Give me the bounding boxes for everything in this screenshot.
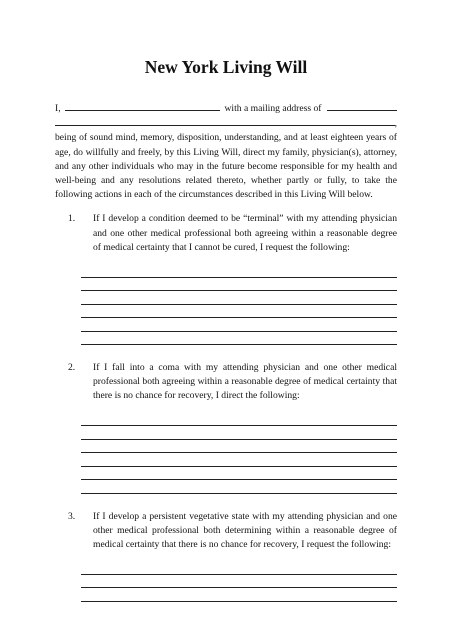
response-blank-line[interactable] [81, 332, 397, 346]
response-blank-line[interactable] [81, 305, 397, 319]
address-continuation-blank-field[interactable] [55, 116, 395, 126]
directive-item-number: 1. [68, 213, 76, 225]
directive-item-row [55, 361, 397, 404]
response-lines [81, 264, 397, 345]
response-blank-line[interactable] [81, 467, 397, 481]
directive-item [55, 510, 397, 602]
directive-item-text: If I fall into a coma with my attending physician and one other medical professional both agreeing within a reasonable degree of medical certainty that there is no chance for recovery, I direct the following: [93, 362, 397, 402]
intro-body-text: being of sound mind, memory, disposition, understanding, and at least eighteen years of age, do willfully and freely, by this Living Will, direct my family, physician(s), attorney, and any other individuals who may in the future become responsible for my health and well-being and any resolutions related thereto, whether partly or fully, to take the following actions in each of the circumstances described in this Living Will below. [55, 132, 397, 201]
response-blank-line[interactable] [81, 318, 397, 332]
mailing-address-label: with a mailing address of [224, 103, 322, 114]
response-blank-line[interactable] [81, 426, 397, 440]
response-blank-line[interactable] [81, 264, 397, 278]
name-blank-field[interactable] [65, 101, 220, 111]
response-lines [81, 561, 397, 602]
directive-item [55, 361, 397, 494]
address-continuation-line [55, 116, 397, 131]
response-blank-line[interactable] [81, 480, 397, 494]
response-blank-line[interactable] [81, 575, 397, 589]
intro-prefix: I, [55, 103, 61, 114]
directive-item-text: If I develop a condition deemed to be “terminal” with my attending physician and one other medical professional both agreeing within a reasonable degree of medical certainty that I cannot be cured, I request the following: [93, 213, 397, 253]
address-comma: , [394, 118, 397, 130]
response-blank-line[interactable] [81, 440, 397, 454]
directive-item [55, 212, 397, 345]
response-blank-line[interactable] [81, 278, 397, 292]
response-blank-line[interactable] [81, 588, 397, 602]
directive-list [55, 212, 397, 601]
directive-item-number: 2. [68, 362, 76, 374]
intro-paragraph [55, 101, 397, 202]
document-title: New York Living Will [144, 57, 308, 77]
mailing-address-blank-field[interactable] [327, 101, 397, 111]
directive-item-row [55, 212, 397, 255]
directive-item-number: 3. [68, 510, 76, 522]
response-blank-line[interactable] [81, 413, 397, 427]
response-blank-line[interactable] [81, 561, 397, 575]
response-blank-line[interactable] [81, 291, 397, 305]
response-blank-line[interactable] [81, 453, 397, 467]
directive-item-row [55, 510, 397, 553]
directive-item-text: If I develop a persistent vegetative state with my attending physician and one other medical professional both determining within a reasonable degree of medical certainty that there is no chance for recovery, I request the following: [93, 510, 397, 551]
name-address-line [55, 101, 397, 116]
response-lines [81, 413, 397, 494]
